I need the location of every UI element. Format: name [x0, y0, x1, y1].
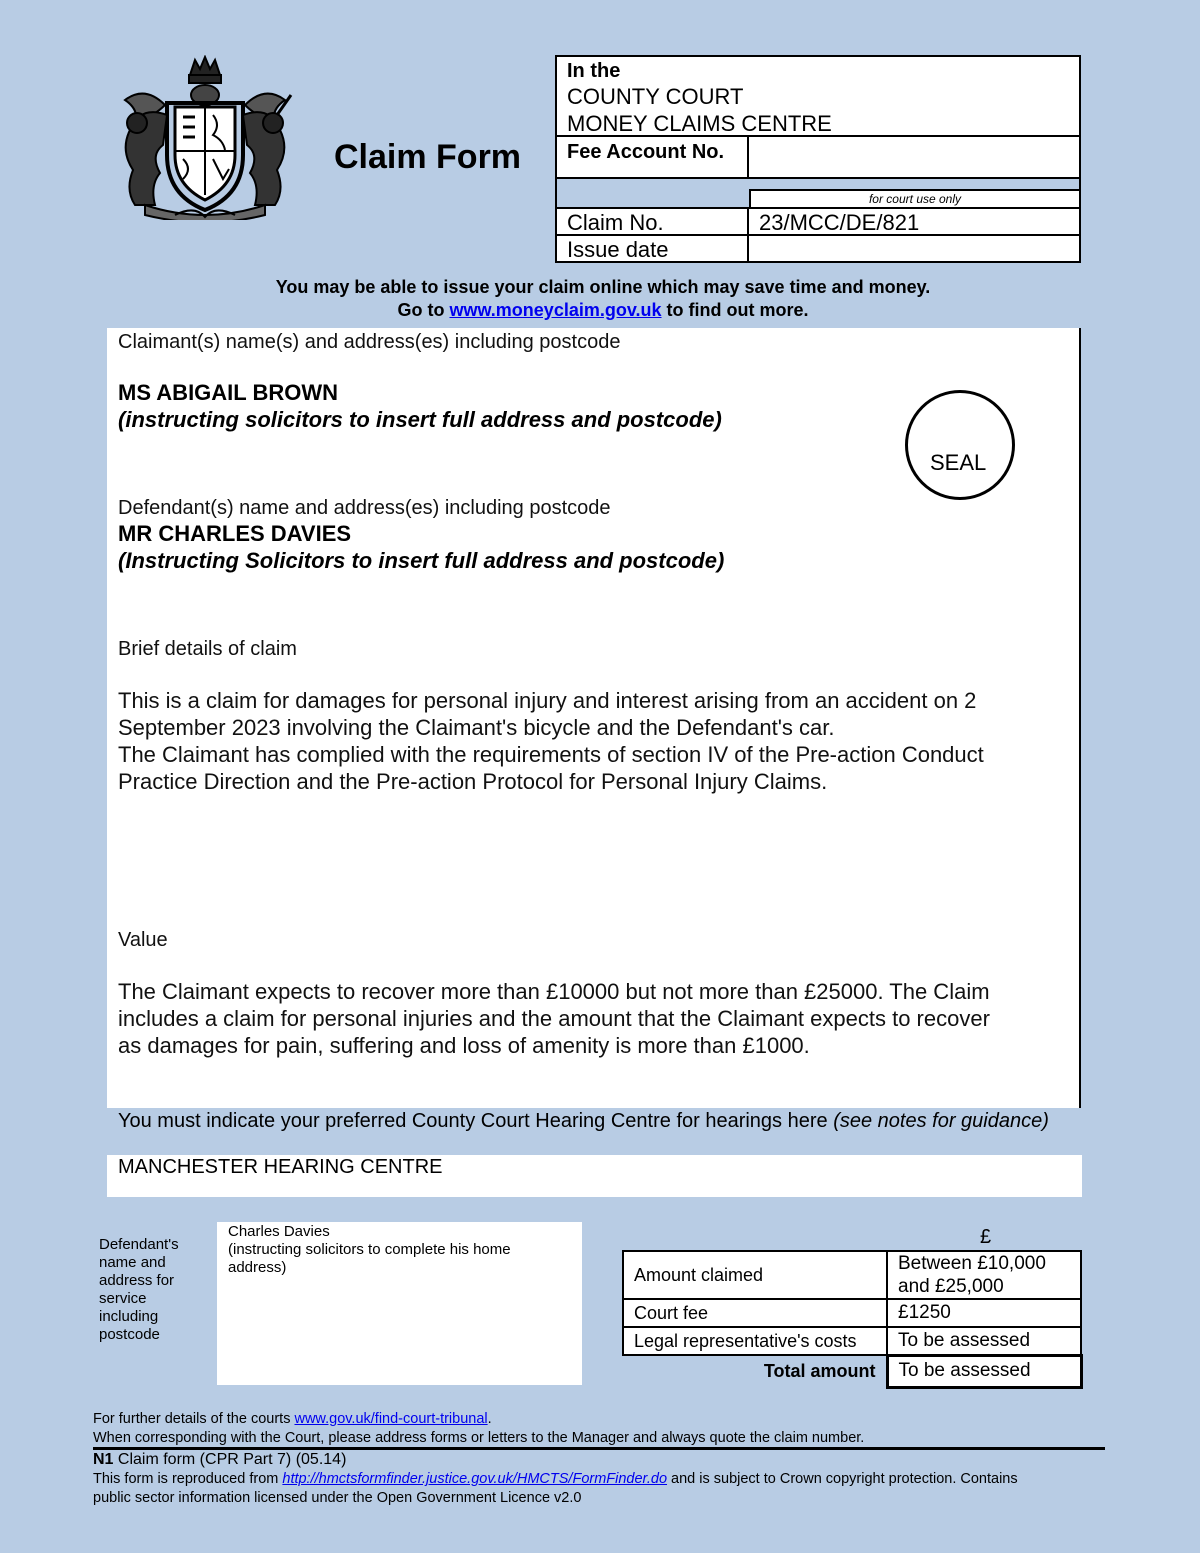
- claim-no-label: Claim No.: [567, 210, 664, 235]
- table-row: [623, 1355, 1081, 1387]
- brief-details-label: Brief details of claim: [118, 638, 297, 660]
- claim-no-row: [557, 209, 1079, 236]
- court-fee-value[interactable]: £1250: [887, 1299, 1081, 1327]
- claimant-label: Claimant(s) name(s) and address(es) including postcode: [118, 331, 621, 353]
- claimant-address-note[interactable]: (instructing solicitors to insert full address and postcode): [118, 407, 722, 432]
- service-address-label: Defendant's name and address for service including postcode: [99, 1236, 179, 1343]
- form-title: Claim Form: [334, 138, 522, 176]
- court-name-line1: COUNTY COURT: [567, 84, 744, 109]
- copyright-notice: This form is reproduced from http://hmctsformfinder.justice.gov.uk/HMCTS/FormFinder.do and is subject to Crown copyright protection. Contains public sector information licensed under the Open Government Licence v2.0: [93, 1471, 1018, 1506]
- form-reference: N1 Claim form (CPR Part 7) (05.14): [93, 1451, 347, 1468]
- table-row: [623, 1327, 1081, 1355]
- court-use-strip: [557, 179, 1079, 209]
- footer-divider: [93, 1447, 1105, 1450]
- footer-notes: For further details of the courts www.gov.uk/find-court-tribunal. When corresponding with the Court, please address forms or letters to the Manager and always quote the claim number.: [93, 1410, 1103, 1448]
- defendant-address-note[interactable]: (Instructing Solicitors to insert full address and postcode): [118, 548, 725, 573]
- in-the-label: In the: [567, 60, 621, 82]
- defendant-label: Defendant(s) name and address(es) including postcode: [118, 497, 611, 519]
- issue-date-label: Issue date: [567, 237, 669, 262]
- value-text[interactable]: The Claimant expects to recover more than £10000 but not more than £25000. The Claim includes a claim for personal injuries and the amount that the Claimant expects to recover as damages for pain, suffering and loss of amenity is more than £1000.: [118, 979, 990, 1058]
- correspondence-note: When corresponding with the Court, please address forms or letters to the Manager and always quote the claim number.: [93, 1430, 865, 1446]
- online-notice-line2: Go to www.moneyclaim.gov.uk to find out more.: [397, 300, 809, 320]
- amount-claimed-value[interactable]: Between £10,000 and £25,000: [887, 1251, 1081, 1299]
- amounts-table: [622, 1250, 1083, 1389]
- defendant-name[interactable]: MR CHARLES DAVIES: [118, 521, 352, 546]
- royal-coat-of-arms-logo: [105, 55, 305, 220]
- court-details-box: [555, 55, 1081, 263]
- fee-account-label: Fee Account No.: [567, 141, 725, 163]
- service-address-value: Charles Davies (instructing solicitors to complete his home address): [228, 1223, 511, 1276]
- table-row: [623, 1251, 1081, 1299]
- seal-circle: [905, 390, 1015, 500]
- hearing-centre-note: You must indicate your preferred County Court Hearing Centre for hearings here (see notes for guidance): [118, 1110, 1049, 1132]
- court-name-cell: [557, 57, 1079, 137]
- legal-costs-label: Legal representative's costs: [623, 1327, 887, 1355]
- total-amount-value[interactable]: To be assessed: [887, 1355, 1081, 1387]
- hearing-centre-value: MANCHESTER HEARING CENTRE: [118, 1156, 443, 1178]
- court-use-note: for court use only: [749, 189, 1079, 207]
- total-amount-label: Total amount: [763, 1361, 876, 1381]
- value-label: Value: [118, 929, 168, 951]
- legal-costs-value[interactable]: To be assessed: [887, 1327, 1081, 1355]
- court-fee-label: Court fee: [623, 1299, 887, 1327]
- formfinder-link[interactable]: http://hmctsformfinder.justice.gov.uk/HMCTS/FormFinder.do: [282, 1471, 668, 1487]
- moneyclaim-link[interactable]: www.moneyclaim.gov.uk: [449, 300, 662, 320]
- online-claim-notice: [100, 276, 1106, 322]
- claim-no-value[interactable]: 23/MCC/DE/821: [759, 210, 920, 235]
- issue-date-row: [557, 236, 1079, 263]
- table-row: [623, 1299, 1081, 1327]
- currency-header: £: [980, 1226, 992, 1248]
- claimant-name[interactable]: MS ABIGAIL BROWN: [118, 380, 338, 405]
- amount-claimed-label: Amount claimed: [623, 1251, 887, 1299]
- court-name-line2: MONEY CLAIMS CENTRE: [567, 111, 832, 136]
- brief-details-text[interactable]: This is a claim for damages for personal injury and interest arising from an accident on 2 September 2023 involving the Claimant's bicycle and the Defendant's car. The Claimant has complied with the requirements of section IV of the Pre-action Conduct Practice Direction and the Pre-action Protocol for Personal Injury Claims.: [118, 688, 984, 794]
- find-court-link[interactable]: www.gov.uk/find-court-tribunal: [294, 1411, 488, 1427]
- seal-label: SEAL: [930, 450, 987, 475]
- online-notice-line1: You may be able to issue your claim online which may save time and money.: [275, 277, 931, 297]
- fee-account-row: [557, 137, 1079, 179]
